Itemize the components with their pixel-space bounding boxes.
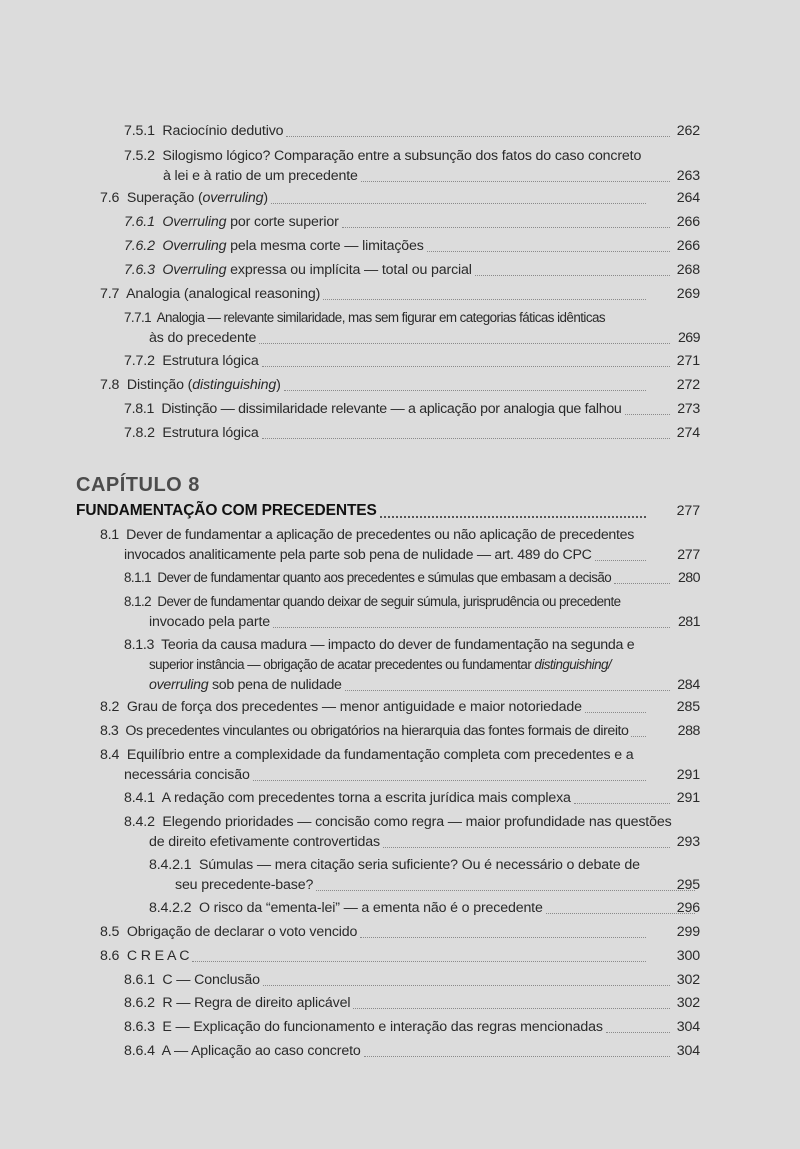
toc-entry-8-4-2-1[interactable] — [149, 855, 700, 895]
entry-number: 8.6.4 — [124, 1043, 155, 1059]
entry-number: 8.1.2 — [124, 594, 152, 609]
page-number: 263 — [676, 168, 700, 184]
page-number: 299 — [676, 924, 700, 940]
toc-entry-8-1-3[interactable] — [124, 635, 700, 695]
toc-entry-7-8-2[interactable] — [124, 423, 700, 443]
page-number: 300 — [676, 948, 700, 964]
dot-leader — [316, 889, 695, 891]
dot-leader — [360, 936, 646, 938]
page-number: 288 — [677, 723, 700, 739]
page-number: 264 — [676, 190, 700, 206]
page-number: 277 — [676, 503, 700, 519]
entry-number: 7.6.2 — [124, 238, 155, 254]
page-number: 304 — [676, 1019, 700, 1035]
dot-leader — [253, 779, 646, 781]
entry-number: 8.4.2.2 — [149, 900, 192, 916]
toc-entry-7-6-2[interactable] — [124, 236, 700, 256]
toc-entry-8-4-1[interactable] — [124, 788, 700, 808]
entry-title: A — Aplicação ao caso concreto — [161, 1043, 361, 1059]
entry-number: 7.8.2 — [124, 425, 155, 441]
entry-title: Superação ( — [126, 190, 203, 206]
entry-title: por corte superior — [226, 214, 339, 230]
entry-number: 7.8 — [100, 377, 120, 393]
entry-title-line: de direito efetivamente controvertidas — [149, 834, 380, 850]
dot-leader — [361, 180, 670, 182]
toc-entry-8-5[interactable] — [100, 922, 700, 942]
toc-entry-7-7-1[interactable] — [124, 308, 700, 348]
dot-leader — [353, 1007, 670, 1009]
entry-title: Raciocínio dedutivo — [162, 123, 284, 139]
toc-entry-8-6-1[interactable] — [124, 970, 700, 990]
entry-number: 8.6.2 — [124, 995, 155, 1011]
entry-title-italic: Overruling — [162, 214, 227, 230]
entry-number: 8.1.1 — [124, 570, 152, 585]
page-number: 277 — [677, 547, 700, 563]
entry-number: 7.7.1 — [124, 310, 152, 325]
toc-entry-8-1-1[interactable] — [124, 568, 700, 588]
entry-title: Os precedentes vinculantes ou obrigatórios na hierarquia das fontes formais de direito — [125, 723, 629, 739]
toc-entry-7-6-3[interactable] — [124, 260, 700, 280]
entry-number: 8.6.1 — [124, 972, 155, 988]
entry-title: E — Explicação do funcionamento e interação das regras mencionadas — [162, 1019, 603, 1035]
toc-entry-7-5-2[interactable] — [124, 146, 700, 186]
toc-entry-7-5-1[interactable] — [124, 121, 700, 141]
entry-title: Distinção ( — [126, 377, 193, 393]
page-number: 273 — [677, 401, 700, 417]
dot-leader — [364, 1055, 670, 1057]
entry-number: 8.3 — [100, 723, 119, 739]
entry-title-line: seu precedente-base? — [175, 877, 314, 893]
entry-title-line: invocados analiticamente pela parte sob pena de nulidade — art. 489 do CPC — [124, 547, 592, 563]
dot-leader — [262, 365, 670, 367]
entry-number: 7.5.1 — [124, 123, 155, 139]
page-number: 266 — [676, 238, 700, 254]
entry-title: Distinção — dissimilaridade relevante — a aplicação por analogia que falhou — [161, 401, 622, 417]
entry-number: 7.6.3 — [124, 262, 155, 278]
toc-entry-8-6-3[interactable] — [124, 1017, 700, 1037]
entry-title-end: ) — [263, 190, 268, 206]
entry-title-italic: Overruling — [162, 238, 227, 254]
page-number: 302 — [676, 995, 700, 1011]
dot-leader — [286, 135, 670, 137]
dot-leader — [475, 274, 670, 276]
page-number: 280 — [677, 570, 700, 586]
toc-entry-8-4-2[interactable] — [124, 812, 700, 852]
page-number: 272 — [676, 377, 700, 393]
toc-entry-7-7[interactable] — [100, 284, 700, 304]
entry-title: Analogia (analogical reasoning) — [126, 286, 321, 302]
toc-entry-7-8-1[interactable] — [124, 399, 700, 419]
page-number: 293 — [676, 834, 700, 850]
entry-title: R — Regra de direito aplicável — [162, 995, 351, 1011]
dot-leader — [323, 298, 646, 300]
entry-title-line: Silogismo lógico? Comparação entre a subsunção dos fatos do caso concreto — [162, 148, 642, 164]
entry-title-line: superior instância — obrigação de acatar precedentes ou fundamentar — [149, 657, 535, 672]
entry-title: C R E A C — [126, 948, 190, 964]
entry-title: Dever de fundamentar quanto aos precedentes e súmulas que embasam a decisão — [157, 570, 612, 585]
entry-title: pela mesma corte — limitações — [226, 238, 424, 254]
entry-title-italic: overruling — [202, 190, 264, 206]
entry-number: 8.1 — [100, 527, 119, 543]
page-number: 271 — [676, 353, 700, 369]
toc-entry-8-1-2[interactable] — [124, 592, 700, 632]
toc-entry-7-6[interactable] — [100, 188, 700, 208]
entry-title: expressa ou implícita — total ou parcial — [226, 262, 472, 278]
entry-number: 8.4.2 — [124, 814, 155, 830]
dot-leader — [631, 735, 646, 737]
entry-title: A redação com precedentes torna a escrita jurídica mais complexa — [161, 790, 571, 806]
page-number: 302 — [676, 972, 700, 988]
dot-leader — [342, 226, 670, 228]
entry-title-line: Elegendo prioridades — concisão como regra — maior profundidade nas questões — [162, 814, 672, 830]
toc-entry-8-6-2[interactable] — [124, 993, 700, 1013]
dot-leader — [259, 342, 670, 344]
entry-title: Estrutura lógica — [162, 425, 259, 441]
entry-title-line: Equilíbrio entre a complexidade da fundamentação completa com precedentes e a — [126, 747, 634, 763]
entry-number: 7.8.1 — [124, 401, 155, 417]
entry-title-line: Dever de fundamentar quando deixar de seguir súmula, jurisprudência ou precedente — [157, 594, 621, 609]
entry-title-italic: overruling — [149, 677, 209, 693]
entry-title-line: invocado pela parte — [149, 614, 270, 630]
page-number: 291 — [676, 790, 700, 806]
entry-title-end: ) — [276, 377, 281, 393]
entry-number: 7.7.2 — [124, 353, 155, 369]
entry-title: Estrutura lógica — [162, 353, 259, 369]
page-number: 262 — [676, 123, 700, 139]
entry-number: 8.6.3 — [124, 1019, 155, 1035]
page-number: 291 — [676, 767, 700, 783]
page-number: 285 — [676, 699, 700, 715]
entry-title-line: Súmulas — mera citação seria suficiente? Ou é necessário o debate de — [198, 857, 640, 873]
page-number: 295 — [676, 877, 700, 893]
page-number: 268 — [676, 262, 700, 278]
entry-title-italic: distinguishing — [192, 377, 277, 393]
entry-title-line: às do precedente — [149, 330, 257, 346]
page-number: 269 — [676, 286, 700, 302]
toc-entry-8-4-2-2[interactable] — [149, 898, 700, 918]
entry-number: 8.4.1 — [124, 790, 155, 806]
entry-title-italic: Overruling — [162, 262, 227, 278]
dot-leader — [262, 437, 670, 439]
entry-number: 8.1.3 — [124, 637, 155, 653]
entry-title: O risco da “ementa-lei” — a ementa não é o precedente — [198, 900, 543, 916]
page-number: 269 — [677, 330, 700, 346]
toc-entry-8-6[interactable] — [100, 946, 700, 966]
entry-number: 8.6 — [100, 948, 120, 964]
entry-title-line: Teoria da causa madura — impacto do dever de fundamentação na segunda e — [161, 637, 635, 653]
entry-number: 7.6 — [100, 190, 120, 206]
entry-number: 7.5.2 — [124, 148, 155, 164]
toc-entry-7-8[interactable] — [100, 375, 700, 395]
entry-number: 8.4.2.1 — [149, 857, 192, 873]
dot-leader — [273, 626, 670, 628]
entry-title-line: Analogia — relevante similaridade, mas sem figurar em categorias fáticas idênticas — [156, 310, 606, 325]
page-number: 274 — [676, 425, 700, 441]
dot-leader — [284, 389, 646, 391]
chapter-title: FUNDAMENTAÇÃO COM PRECEDENTES — [76, 502, 377, 519]
page-number: 304 — [676, 1043, 700, 1059]
dot-leader — [345, 689, 670, 691]
toc-entry-8-2[interactable] — [100, 697, 700, 717]
page-number: 284 — [677, 677, 700, 693]
chapter-label: CAPÍTULO 8 — [76, 474, 200, 496]
toc-entry-8-1[interactable] — [100, 525, 700, 565]
dot-leader — [192, 960, 646, 962]
toc-entry-7-7-2[interactable] — [124, 351, 700, 371]
dot-leader — [263, 984, 670, 986]
dot-leader — [585, 711, 646, 713]
entry-title-italic: distinguishing/ — [534, 657, 612, 672]
entry-number: 8.4 — [100, 747, 120, 763]
entry-title-line: sob pena de nulidade — [208, 677, 342, 693]
entry-number: 8.2 — [100, 699, 120, 715]
entry-title-line: à lei e à ratio de um precedente — [163, 168, 358, 184]
entry-title-line: necessária concisão — [124, 767, 250, 783]
page-number: 266 — [676, 214, 700, 230]
entry-title: Obrigação de declarar o voto vencido — [126, 924, 358, 940]
dot-leader — [380, 515, 646, 518]
chapter-title-entry[interactable] — [76, 500, 700, 522]
entry-title-line: Dever de fundamentar a aplicação de precedentes ou não aplicação de precedentes — [126, 527, 635, 543]
toc-entry-8-3[interactable] — [100, 721, 700, 741]
dot-leader — [427, 250, 670, 252]
dot-leader — [383, 846, 670, 848]
toc-entry-8-4[interactable] — [100, 745, 700, 785]
entry-number: 7.6.1 — [124, 214, 155, 230]
toc-entry-7-6-1[interactable] — [124, 212, 700, 232]
entry-title: C — Conclusão — [162, 972, 260, 988]
toc-entry-8-6-4[interactable] — [124, 1041, 700, 1061]
entry-number: 8.5 — [100, 924, 120, 940]
entry-number: 7.7 — [100, 286, 120, 302]
entry-title: Grau de força dos precedentes — menor antiguidade e maior notoriedade — [126, 699, 582, 715]
page-number: 296 — [676, 900, 700, 916]
dot-leader — [595, 559, 646, 561]
page-number: 281 — [677, 614, 700, 630]
dot-leader — [271, 202, 646, 204]
